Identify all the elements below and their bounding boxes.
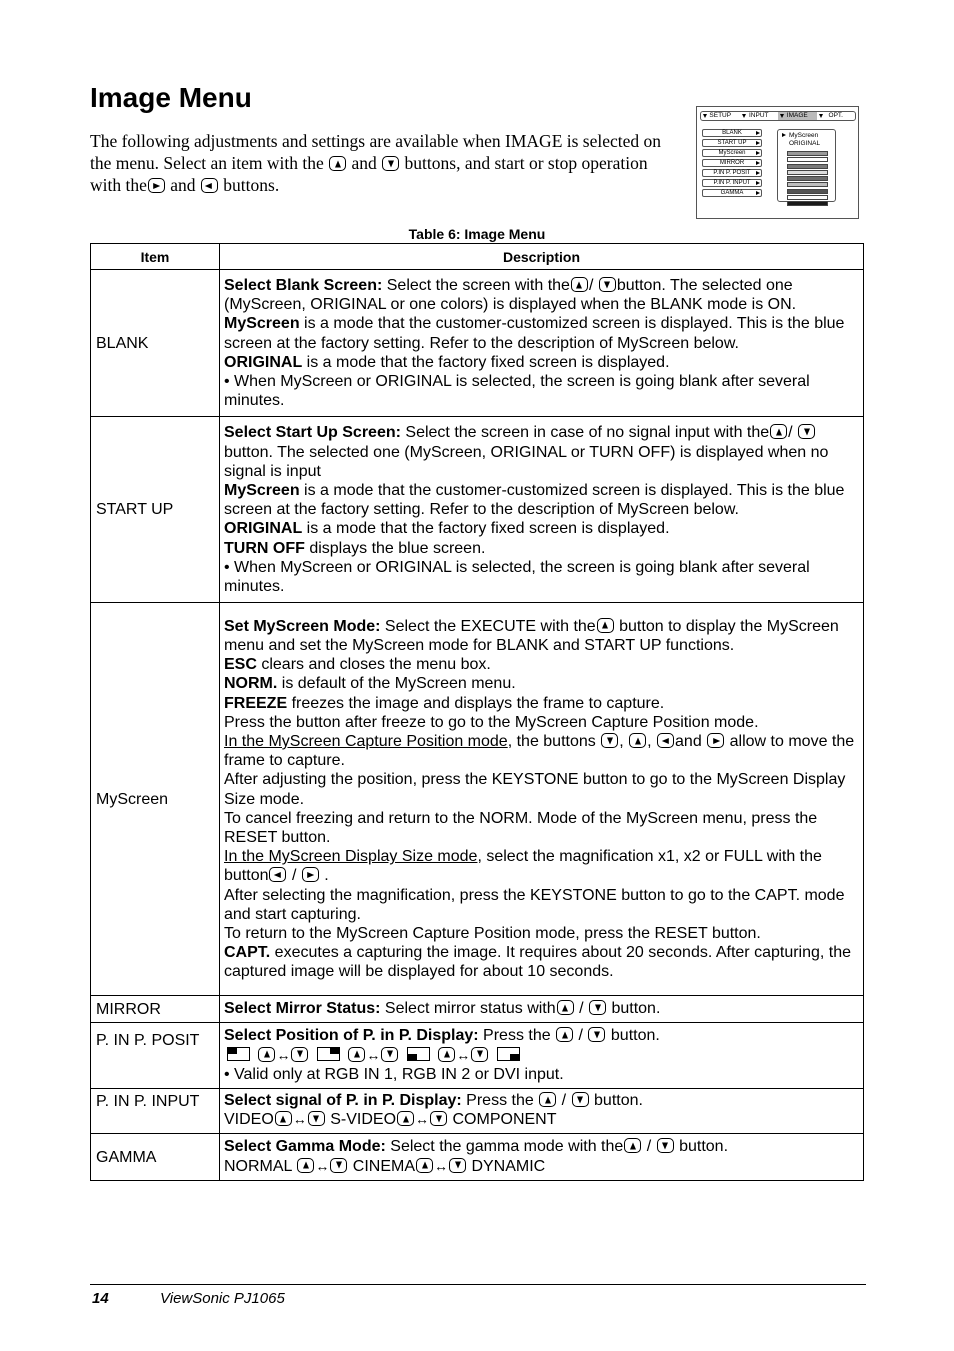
desc-text: Press the — [461, 1092, 534, 1110]
desc-text: button. — [679, 1138, 729, 1156]
pip-bottom-right-icon — [497, 1047, 520, 1061]
desc-bold: ORIGINAL — [224, 353, 303, 371]
desc-text: To cancel freezing and return to the NORM. Mode of the MyScreen menu, press the RESET button. — [224, 809, 818, 847]
desc-text: Select mirror status with — [380, 1000, 556, 1018]
bidirectional-arrow-icon: ↔ — [366, 1046, 381, 1063]
intro-paragraph — [90, 130, 675, 196]
page-title: Image Menu — [90, 82, 252, 113]
desc-bold: ORIGINAL — [224, 520, 303, 538]
down-button-icon — [589, 1000, 606, 1015]
desc-text: is a mode that the customer-customized screen is displayed. This is the blue screen at the factory setting. Refer to the description of MyScreen below. — [224, 315, 845, 352]
page-number: 14 — [92, 1290, 109, 1307]
desc-text: , the buttons — [507, 733, 596, 751]
desc-text: Press the — [478, 1027, 551, 1045]
up-button-icon — [397, 1111, 414, 1126]
down-button-icon — [381, 1047, 398, 1062]
swatch — [787, 151, 828, 156]
desc-text: / — [588, 277, 594, 294]
menu-tab-image: IMAGE — [778, 112, 817, 120]
desc-text: button. — [611, 1000, 661, 1018]
desc-bold: MyScreen — [224, 482, 300, 500]
bidirectional-arrow-icon: ↔ — [276, 1046, 291, 1063]
desc-heading: Select Gamma Mode: — [224, 1138, 386, 1156]
up-button-icon — [275, 1111, 292, 1126]
menu-option-myscreen: MyScreen — [781, 132, 832, 140]
desc-text: • When MyScreen or ORIGINAL is selected, the screen is going blank after several minutes. — [224, 558, 810, 596]
desc-text: To return to the MyScreen Capture Position mode, press the RESET button. — [224, 925, 761, 943]
row-description — [220, 1023, 864, 1089]
desc-bold: MyScreen — [224, 315, 300, 333]
down-button-icon — [798, 424, 815, 439]
desc-text: , — [647, 733, 652, 751]
up-button-icon — [539, 1092, 556, 1107]
menu-tab-opt: OPT. — [817, 112, 856, 120]
option-dynamic: DYNAMIC — [471, 1157, 546, 1175]
header-description: Description — [220, 244, 864, 270]
down-button-icon — [601, 733, 618, 748]
down-button-icon — [430, 1111, 447, 1126]
desc-text: , select the magnification x1, x2 or FULL with the button — [224, 848, 822, 885]
desc-text: is a mode that the factory fixed screen is displayed. — [302, 520, 670, 538]
swatch — [787, 195, 828, 200]
menu-option-original: ORIGINAL — [789, 140, 821, 147]
desc-text: / — [788, 424, 793, 442]
row-item: MyScreen — [91, 603, 220, 996]
desc-bold: TURN OFF — [224, 539, 305, 557]
desc-heading: Select Blank Screen: — [224, 277, 383, 294]
swatch — [787, 164, 828, 169]
intro-and-2: and — [170, 175, 196, 195]
desc-heading: Select Mirror Status: — [224, 1000, 381, 1018]
pip-top-right-icon — [317, 1047, 340, 1061]
footer-divider — [90, 1284, 866, 1285]
row-item: P. IN P. POSIT — [91, 1023, 220, 1089]
menu-item-myscreen: MyScreen — [702, 149, 762, 157]
footer-brand: ViewSonic PJ1065 — [160, 1290, 285, 1307]
image-menu-figure — [696, 106, 859, 219]
swatch — [787, 157, 828, 162]
desc-text: allow to move the frame to capture. — [224, 733, 855, 770]
down-button-icon — [382, 156, 399, 171]
desc-text: / — [646, 1138, 652, 1156]
desc-text: • When MyScreen or ORIGINAL is selected, the screen is going blank after several minutes. — [224, 373, 810, 410]
row-item: BLANK — [91, 270, 220, 417]
desc-text: and — [675, 733, 702, 751]
menu-item-startup: START UP — [702, 139, 762, 147]
image-menu-table — [90, 243, 864, 1181]
table-row-pinp-posit — [91, 1023, 864, 1089]
swatch — [787, 201, 828, 206]
swatch — [787, 176, 828, 181]
down-button-icon — [572, 1092, 589, 1107]
row-description — [220, 270, 864, 417]
desc-text: After selecting the magnification, press the KEYSTONE button to go to the CAPT. mode and start capturing. — [224, 886, 845, 923]
table-row-blank — [91, 270, 864, 417]
right-button-icon — [148, 178, 165, 193]
up-button-icon — [571, 277, 588, 292]
color-swatches — [781, 151, 832, 206]
desc-text: / — [578, 1027, 583, 1045]
pip-bottom-left-icon — [407, 1047, 430, 1061]
down-button-icon — [291, 1047, 308, 1062]
up-button-icon — [348, 1047, 365, 1062]
desc-underline: In the MyScreen Display Size mode — [224, 848, 478, 866]
menu-item-gamma: GAMMA — [702, 189, 762, 197]
desc-text: Select the screen with the — [382, 277, 570, 294]
menu-item-pinp-posit: P.IN P. POSIT — [702, 169, 762, 177]
pip-top-left-icon — [227, 1047, 250, 1061]
left-button-icon — [657, 733, 674, 748]
row-description — [220, 996, 864, 1023]
desc-text: . — [324, 867, 329, 885]
desc-bold: ESC — [224, 656, 257, 674]
row-item: MIRROR — [91, 996, 220, 1023]
up-button-icon — [597, 618, 614, 633]
desc-text: is a mode that the customer-customized screen is displayed. This is the blue screen at the factory setting. Refer to the description of MyScreen below. — [224, 482, 845, 519]
option-cinema: CINEMA — [352, 1157, 415, 1175]
up-button-icon — [258, 1047, 275, 1062]
desc-text: is a mode that the factory fixed screen is displayed. — [302, 353, 670, 371]
up-button-icon — [416, 1158, 433, 1173]
bidirectional-arrow-icon: ↔ — [292, 1111, 307, 1128]
bidirectional-arrow-icon: ↔ — [415, 1111, 430, 1128]
desc-bold: FREEZE — [224, 694, 288, 712]
up-button-icon — [557, 1000, 574, 1015]
right-button-icon — [707, 733, 724, 748]
intro-text-3: buttons. — [223, 175, 280, 195]
intro-and-1: and — [351, 153, 377, 173]
intro-text-1: The following adjustments and settings are available when IMAGE is selected on the menu. Select an item with the — [90, 131, 662, 173]
desc-bold: NORM. — [224, 675, 278, 693]
desc-text: / — [561, 1092, 567, 1110]
desc-heading: Select signal of P. in P. Display: — [224, 1092, 462, 1110]
menu-tabs — [700, 111, 856, 121]
up-button-icon — [297, 1158, 314, 1173]
table-caption: Table 6: Image Menu — [408, 226, 546, 242]
desc-text: Select the gamma mode with the — [385, 1138, 624, 1156]
down-button-icon — [471, 1047, 488, 1062]
row-item: START UP — [91, 417, 220, 603]
menu-tab-input: INPUT — [740, 112, 779, 120]
up-button-icon — [329, 156, 346, 171]
row-description — [220, 417, 864, 603]
desc-underline: In the MyScreen Capture Position mode — [224, 733, 508, 751]
desc-text: button to display the MyScreen menu and set the MyScreen mode for BLANK and START UP functions. — [224, 617, 839, 655]
up-button-icon — [438, 1047, 455, 1062]
desc-text: clears and closes the menu box. — [256, 656, 491, 674]
intro-text-2: buttons, and start or stop operation with the — [90, 153, 648, 195]
up-button-icon — [629, 733, 646, 748]
swatch — [787, 189, 828, 194]
menu-option-panel — [777, 129, 836, 202]
table-row-startup — [91, 417, 864, 603]
option-video: VIDEO — [224, 1111, 274, 1129]
desc-text: button. The selected one (MyScreen, ORIGINAL or TURN OFF) is displayed when no signal is input — [224, 443, 829, 480]
desc-text: displays the blue screen. — [304, 539, 486, 557]
row-description — [220, 1134, 864, 1180]
swatch — [787, 170, 828, 175]
menu-item-blank: BLANK — [702, 129, 762, 137]
down-button-icon — [599, 277, 616, 292]
up-button-icon — [770, 424, 787, 439]
row-item: P. IN P. INPUT — [91, 1089, 220, 1134]
table-row-pinp-input — [91, 1089, 864, 1134]
left-button-icon — [201, 178, 218, 193]
up-button-icon — [556, 1027, 573, 1042]
down-button-icon — [330, 1158, 347, 1173]
down-button-icon — [657, 1138, 674, 1153]
up-button-icon — [624, 1138, 641, 1153]
option-normal: NORMAL — [224, 1157, 292, 1175]
option-s-video: S-VIDEO — [330, 1111, 397, 1129]
desc-text: button. — [594, 1092, 643, 1110]
desc-text: , — [619, 733, 624, 751]
table-row-myscreen — [91, 603, 864, 996]
bidirectional-arrow-icon: ↔ — [434, 1157, 448, 1174]
desc-note: • Valid only at RGB IN 1, RGB IN 2 or DVI input. — [224, 1065, 564, 1083]
desc-text: Select the screen in case of no signal input with the — [400, 424, 770, 442]
desc-text: Press the button after freeze to go to the MyScreen Capture Position mode. — [224, 713, 759, 731]
desc-text: button. The selected one (MyScreen, ORIGINAL or one colors) is displayed when the BLANK mode is ON. — [224, 277, 797, 314]
desc-text: Select the EXECUTE with the — [380, 617, 596, 635]
option-component: COMPONENT — [452, 1111, 557, 1129]
left-button-icon — [269, 867, 286, 882]
desc-text: / — [291, 867, 297, 885]
table-row-gamma — [91, 1134, 864, 1180]
desc-text: / — [579, 1000, 584, 1018]
bidirectional-arrow-icon: ↔ — [315, 1157, 330, 1174]
row-item: GAMMA — [91, 1134, 220, 1180]
desc-text: After adjusting the position, press the KEYSTONE button to go to the MyScreen Display Size mode. — [224, 771, 846, 808]
right-button-icon — [302, 867, 319, 882]
desc-bold: CAPT. — [224, 944, 271, 962]
menu-items — [702, 129, 762, 199]
menu-item-mirror: MIRROR — [702, 159, 762, 167]
desc-text: button. — [610, 1027, 660, 1045]
desc-text: executes a capturing the image. It requires about 20 seconds. After capturing, the captured image will be displayed for about 10 seconds. — [224, 944, 852, 981]
desc-heading: Select Position of P. in P. Display: — [224, 1027, 479, 1045]
down-button-icon — [588, 1027, 605, 1042]
table-header-row — [91, 244, 864, 270]
swatch — [787, 182, 828, 187]
table-row-mirror — [91, 996, 864, 1023]
row-description — [220, 603, 864, 996]
desc-text: is default of the MyScreen menu. — [277, 675, 516, 693]
desc-text: freezes the image and displays the frame to capture. — [287, 694, 665, 712]
header-item: Item — [91, 244, 220, 270]
down-button-icon — [449, 1158, 466, 1173]
row-description — [220, 1089, 864, 1134]
desc-heading: Select Start Up Screen: — [224, 424, 401, 442]
down-button-icon — [308, 1111, 325, 1126]
desc-heading: Set MyScreen Mode: — [224, 617, 381, 635]
menu-tab-setup: SETUP — [701, 112, 740, 120]
bidirectional-arrow-icon: ↔ — [456, 1046, 471, 1063]
menu-item-pinp-input: P.IN P. INPUT — [702, 179, 762, 187]
